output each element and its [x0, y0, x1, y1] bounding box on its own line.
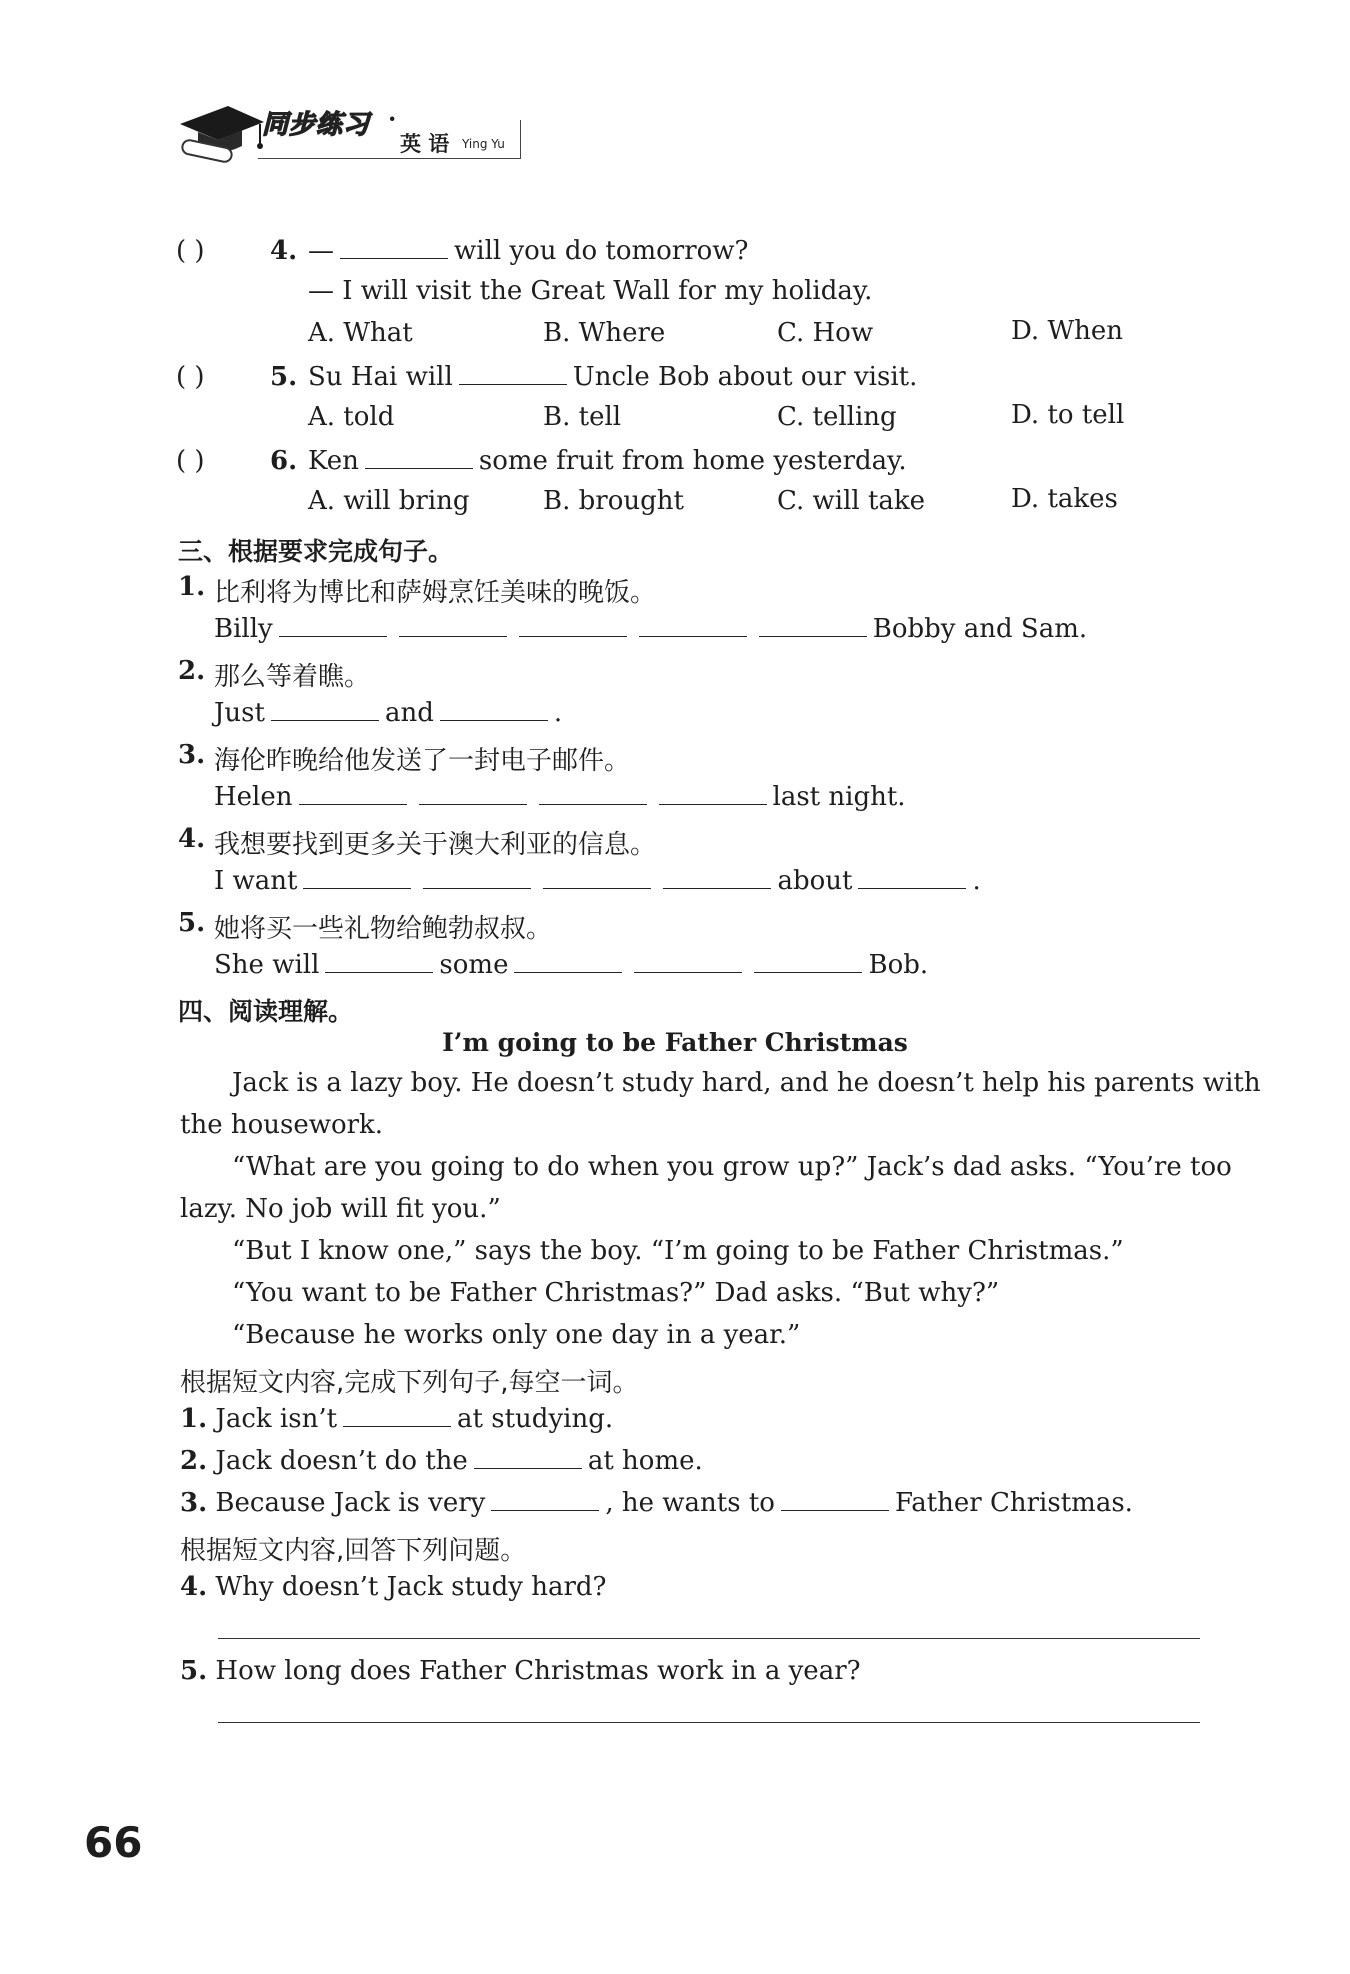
- option-a: A. told: [308, 402, 395, 432]
- answer-blank[interactable]: [634, 950, 742, 973]
- option-c: C. will take: [777, 486, 926, 516]
- answer-blank[interactable]: [514, 950, 622, 973]
- answer-paren: ( ): [176, 362, 205, 392]
- subject-pinyin: Ying Yu: [462, 137, 505, 151]
- item-number: 3.: [180, 1488, 208, 1518]
- passage-line: “But I know one,” says the boy. “I’m going to be Father Christmas.”: [232, 1236, 1124, 1266]
- question-stem-post: Uncle Bob about our visit.: [572, 362, 918, 392]
- answer-blank[interactable]: [781, 1488, 889, 1511]
- option-b: B. Where: [543, 318, 666, 348]
- sentence-middle: and: [384, 698, 434, 728]
- option-b: B. tell: [543, 402, 622, 432]
- answer-blank[interactable]: [519, 614, 627, 637]
- option-a: A. What: [308, 318, 413, 348]
- series-title: 同步练习: [262, 110, 371, 140]
- answer-blank[interactable]: [858, 866, 966, 889]
- question-text: Jack doesn’t do the: [215, 1446, 468, 1476]
- question-stem-pre: —: [308, 236, 334, 266]
- question-text: Why doesn’t Jack study hard?: [215, 1572, 607, 1602]
- answer-blank[interactable]: [419, 782, 527, 805]
- sentence-middle: about: [777, 866, 853, 896]
- passage-line: “You want to be Father Christmas?” Dad asks. “But why?”: [232, 1278, 1000, 1308]
- instruction: 根据短文内容,完成下列句子,每空一词。: [180, 1368, 639, 1398]
- passage-line: “Because he works only one day in a year.”: [232, 1320, 801, 1350]
- question-number: 6.: [270, 446, 298, 476]
- sentence-start: Billy: [214, 614, 273, 644]
- item-number: 4.: [180, 1572, 208, 1602]
- instruction: 根据短文内容,回答下列问题。: [180, 1536, 527, 1566]
- question-stem-pre: Su Hai will: [308, 362, 453, 392]
- item-number: 3.: [178, 740, 206, 770]
- question-stem-post: some fruit from home yesterday.: [478, 446, 907, 476]
- answer-blank[interactable]: [754, 950, 862, 973]
- option-d: D. When: [1011, 316, 1124, 346]
- item-number: 5.: [180, 1656, 208, 1686]
- answer-blank[interactable]: [659, 782, 767, 805]
- sentence-middle: some: [439, 950, 509, 980]
- page-number: 66: [84, 1818, 143, 1867]
- question-stem-pre: Ken: [308, 446, 359, 476]
- sentence-end: Bob.: [868, 950, 929, 980]
- passage-line: “What are you going to do when you grow up?” Jack’s dad asks. “You’re too: [232, 1152, 1232, 1182]
- item-number: 1.: [180, 1404, 208, 1434]
- subject-title: 英 语: [400, 132, 450, 156]
- option-d: D. takes: [1011, 484, 1118, 514]
- header-dot: ·: [388, 104, 397, 133]
- answer-line[interactable]: [218, 1638, 1200, 1639]
- answer-blank[interactable]: [299, 782, 407, 805]
- answer-blank[interactable]: [639, 614, 747, 637]
- answer-paren: ( ): [176, 446, 205, 476]
- question-number: 5.: [270, 362, 298, 392]
- answer-blank[interactable]: [491, 1488, 599, 1511]
- answer-blank[interactable]: [423, 866, 531, 889]
- answer-blank[interactable]: [440, 698, 548, 721]
- sentence-start: Helen: [214, 782, 293, 812]
- question-text: Because Jack is very: [215, 1488, 486, 1518]
- answer-blank[interactable]: [539, 782, 647, 805]
- answer-blank[interactable]: [365, 446, 473, 469]
- question-stem-post: will you do tomorrow?: [454, 236, 749, 266]
- answer-blank[interactable]: [279, 614, 387, 637]
- item-number: 4.: [178, 824, 206, 854]
- answer-blank[interactable]: [271, 698, 379, 721]
- sentence-end: Bobby and Sam.: [872, 614, 1088, 644]
- option-c: C. telling: [777, 402, 897, 432]
- passage-line: Jack is a lazy boy. He doesn’t study hard, and he doesn’t help his parents with: [232, 1068, 1261, 1098]
- option-d: D. to tell: [1011, 400, 1125, 430]
- item-number: 5.: [178, 908, 206, 938]
- chinese-prompt: 比利将为博比和萨姆烹饪美味的晚饭。: [214, 578, 657, 608]
- answer-paren: ( ): [176, 236, 205, 266]
- sentence-end: last night.: [772, 782, 906, 812]
- sentence-start: She will: [214, 950, 320, 980]
- passage-title: I’m going to be Father Christmas: [442, 1028, 908, 1057]
- option-c: C. How: [777, 318, 874, 348]
- question-line-2: — I will visit the Great Wall for my holiday.: [308, 276, 873, 306]
- answer-blank[interactable]: [325, 950, 433, 973]
- question-text: How long does Father Christmas work in a year?: [215, 1656, 861, 1686]
- graduation-cap-icon: [172, 92, 268, 168]
- question-text: Jack isn’t: [215, 1404, 338, 1434]
- passage-line: the housework.: [180, 1110, 384, 1140]
- question-number: 4.: [270, 236, 298, 266]
- answer-blank[interactable]: [343, 1404, 451, 1427]
- chinese-prompt: 我想要找到更多关于澳大利亚的信息。: [214, 830, 657, 860]
- item-number: 1.: [178, 572, 206, 602]
- answer-line[interactable]: [218, 1722, 1200, 1723]
- question-text: Father Christmas.: [894, 1488, 1133, 1518]
- sentence-start: I want: [214, 866, 298, 896]
- sentence-start: Just: [214, 698, 265, 728]
- option-a: A. will bring: [308, 486, 470, 516]
- chinese-prompt: 海伦昨晚给他发送了一封电子邮件。: [214, 746, 631, 776]
- question-text: , he wants to: [605, 1488, 775, 1518]
- option-b: B. brought: [543, 486, 684, 516]
- item-number: 2.: [178, 656, 206, 686]
- chinese-prompt: 那么等着瞧。: [214, 662, 371, 692]
- item-number: 2.: [180, 1446, 208, 1476]
- chinese-prompt: 她将买一些礼物给鲍勃叔叔。: [214, 914, 553, 944]
- question-text: at home.: [587, 1446, 703, 1476]
- answer-blank[interactable]: [759, 614, 867, 637]
- answer-blank[interactable]: [459, 362, 567, 385]
- passage-line: lazy. No job will fit you.”: [180, 1194, 501, 1224]
- answer-blank[interactable]: [543, 866, 651, 889]
- answer-blank[interactable]: [399, 614, 507, 637]
- section-title: 四、阅读理解。: [178, 997, 354, 1026]
- sentence-end: .: [972, 866, 981, 896]
- answer-blank[interactable]: [663, 866, 771, 889]
- answer-blank[interactable]: [474, 1446, 582, 1469]
- section-title: 三、根据要求完成句子。: [178, 537, 454, 566]
- sentence-end: .: [553, 698, 563, 728]
- question-text: at studying.: [457, 1404, 614, 1434]
- answer-blank[interactable]: [303, 866, 411, 889]
- answer-blank[interactable]: [340, 236, 448, 259]
